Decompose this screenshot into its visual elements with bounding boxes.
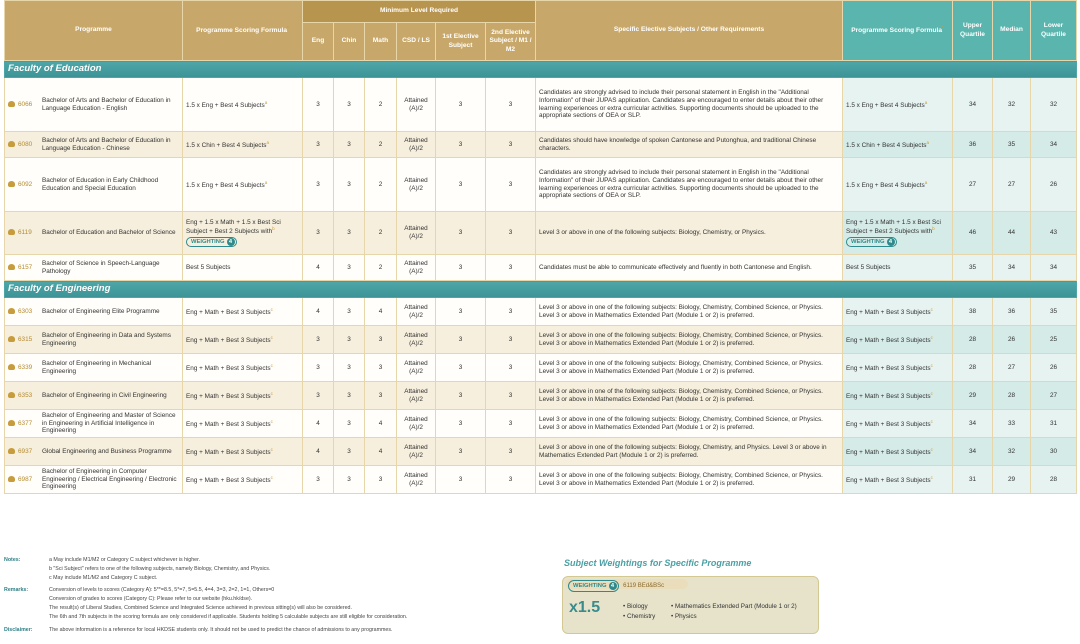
lower-quartile: 31 bbox=[1031, 410, 1077, 438]
notes-label: Notes: bbox=[4, 557, 21, 563]
scoring-formula-right: Eng + Math + Best 3 Subjects$^c$ bbox=[843, 326, 953, 354]
math-level: 3 bbox=[365, 382, 397, 410]
disclaimer-text: The above information is a reference for local HKDSE students only. It should not be used to predict the chance of admissions to any programmes. bbox=[49, 627, 393, 633]
elective1-level: 3 bbox=[436, 326, 486, 354]
requirements: Candidates are strongly advised to include their personal statement in English in the "Additional Information" of their JUPAS application. Candidates are encouraged to enter details about their other learning experiences or extra curricular activities. Supporting documents should be uploaded to the appropriate sections of OEA or SLP. bbox=[536, 78, 843, 132]
programme-cell[interactable] bbox=[5, 382, 183, 410]
elective2-level: 3 bbox=[486, 410, 536, 438]
elective2-level: 3 bbox=[486, 158, 536, 212]
eng-level: 4 bbox=[303, 410, 334, 438]
requirements: Level 3 or above in one of the following subjects: Biology, Chemistry, and Physics. Level 3 or above in Mathematics Extended Part (Module 1 or 2) is preferred. bbox=[536, 438, 843, 466]
requirements: Candidates are strongly advised to include their personal statement in English in the "Additional Information" of their JUPAS application. Candidates are encouraged to enter details about their other learning experiences or extra curricular activities. Supporting documents should be uploaded to the appropriate sections of OEA or SLP. bbox=[536, 158, 843, 212]
programme-cell[interactable] bbox=[5, 326, 183, 354]
programme-cell[interactable] bbox=[5, 158, 183, 212]
elective1-level: 3 bbox=[436, 298, 486, 326]
scoring-formula: Eng + Math + Best 3 Subjects$^c$ bbox=[183, 298, 303, 326]
remark-4: The 6th and 7th subjects in the scoring formula are only considered if applicable. Students holding 5 calculable subjects are still eligible for consideration. bbox=[49, 614, 408, 620]
elective2-level: 3 bbox=[486, 212, 536, 255]
elective2-level: 3 bbox=[486, 78, 536, 132]
table-row[interactable] bbox=[5, 78, 1077, 132]
lower-quartile: 27 bbox=[1031, 382, 1077, 410]
scoring-formula-right: Eng + Math + Best 3 Subjects$^c$ bbox=[843, 382, 953, 410]
col-median: Median bbox=[993, 1, 1031, 61]
scoring-formula-right: Eng + Math + Best 3 Subjects$^c$ bbox=[843, 354, 953, 382]
median: 35 bbox=[993, 132, 1031, 158]
elective2-level: 3 bbox=[486, 438, 536, 466]
eng-level: 3 bbox=[303, 382, 334, 410]
lower-quartile: 35 bbox=[1031, 298, 1077, 326]
math-level: 2 bbox=[365, 132, 397, 158]
csd-level: Attained (A)/2 bbox=[397, 212, 436, 255]
weighting-badge: WEIGHTING 4 bbox=[186, 237, 237, 247]
csd-level: Attained (A)/2 bbox=[397, 326, 436, 354]
median: 29 bbox=[993, 466, 1031, 494]
programme-code: 6119 bbox=[18, 229, 32, 237]
table-row[interactable] bbox=[5, 298, 1077, 326]
scoring-formula-right: Eng + Math + Best 3 Subjects$^c$ bbox=[843, 466, 953, 494]
median: 33 bbox=[993, 410, 1031, 438]
scoring-formula: Eng + 1.5 x Math + 1.5 x Best Sci Subject + Best 2 Subjects with$^b$ WEIGHTING 4 bbox=[183, 212, 303, 255]
hku-crest-icon bbox=[8, 448, 15, 454]
elective2-level: 3 bbox=[486, 326, 536, 354]
upper-quartile: 28 bbox=[953, 326, 993, 354]
chin-level: 3 bbox=[334, 78, 365, 132]
programme-code: 6303 bbox=[18, 307, 33, 315]
programme-name: Bachelor of Engineering in Computer Engineering / Electrical Engineering / Electronic Engineering bbox=[42, 468, 179, 491]
median: 28 bbox=[993, 382, 1031, 410]
hku-crest-icon bbox=[8, 476, 15, 482]
upper-quartile: 34 bbox=[953, 410, 993, 438]
programme-code: 6315 bbox=[18, 335, 33, 343]
scoring-formula-right: Eng + Math + Best 3 Subjects$^c$ bbox=[843, 410, 953, 438]
upper-quartile: 27 bbox=[953, 158, 993, 212]
math-level: 2 bbox=[365, 158, 397, 212]
table-row[interactable] bbox=[5, 212, 1077, 255]
csd-level: Attained (A)/2 bbox=[397, 158, 436, 212]
requirements: Candidates must be able to communicate effectively and fluently in both Cantonese and English. bbox=[536, 255, 843, 281]
weighting-badge: WEIGHTING 4 bbox=[568, 580, 619, 592]
eng-level: 3 bbox=[303, 158, 334, 212]
lower-quartile: 34 bbox=[1031, 132, 1077, 158]
scoring-formula: 1.5 x Eng + Best 4 Subjects$^a$ bbox=[183, 78, 303, 132]
col-programme: Programme bbox=[5, 1, 183, 61]
programme-cell[interactable] bbox=[5, 78, 183, 132]
remarks-label: Remarks: bbox=[4, 587, 29, 593]
col-elective2: 2nd Elective Subject / M1 / M2 bbox=[486, 23, 536, 61]
programme-code: 6080 bbox=[18, 140, 33, 148]
scoring-formula-right: 1.5 x Chin + Best 4 Subjects$^a$ bbox=[843, 132, 953, 158]
programme-code: 6066 bbox=[18, 100, 33, 108]
upper-quartile: 28 bbox=[953, 354, 993, 382]
subject-weightings-header bbox=[565, 579, 688, 589]
lower-quartile: 43 bbox=[1031, 212, 1077, 255]
elective1-level: 3 bbox=[436, 78, 486, 132]
elective1-level: 3 bbox=[436, 255, 486, 281]
upper-quartile: 29 bbox=[953, 382, 993, 410]
elective2-level: 3 bbox=[486, 255, 536, 281]
math-level: 2 bbox=[365, 255, 397, 281]
upper-quartile: 38 bbox=[953, 298, 993, 326]
col-elective1: 1st Elective Subject bbox=[436, 23, 486, 61]
programme-name: Bachelor of Arts and Bachelor of Education in Language Education - Chinese bbox=[42, 137, 179, 153]
programme-name: Bachelor of Science in Speech-Language Pathology bbox=[42, 260, 179, 276]
hku-crest-icon bbox=[8, 392, 15, 398]
scoring-formula: Eng + Math + Best 3 Subjects$^c$ bbox=[183, 354, 303, 382]
elective1-level: 3 bbox=[436, 132, 486, 158]
chin-level: 3 bbox=[334, 132, 365, 158]
programme-code: 6987 bbox=[18, 475, 33, 483]
scoring-formula-right: Eng + Math + Best 3 Subjects$^c$ bbox=[843, 298, 953, 326]
col-math: Math bbox=[365, 23, 397, 61]
chin-level: 3 bbox=[334, 158, 365, 212]
programme-name: Bachelor of Education in Early Childhood Education and Special Education bbox=[42, 177, 179, 193]
weighting-programme: 6119 BEd&BSc bbox=[623, 583, 665, 589]
remark-2: Conversion of grades to scores (Category C): Please refer to our website (hku.hk/dse). bbox=[49, 596, 253, 602]
elective1-level: 3 bbox=[436, 438, 486, 466]
median: 32 bbox=[993, 78, 1031, 132]
col-scoring-formula: Programme Scoring Formula* bbox=[183, 1, 303, 61]
csd-level: Attained (A)/2 bbox=[397, 382, 436, 410]
upper-quartile: 34 bbox=[953, 78, 993, 132]
median: 26 bbox=[993, 326, 1031, 354]
note-b: b "Sci Subject" refers to one of the following subjects, namely Biology, Chemistry, and Physics. bbox=[49, 566, 271, 572]
scoring-formula-right: Best 5 Subjects bbox=[843, 255, 953, 281]
programme-name: Global Engineering and Business Programme bbox=[42, 448, 179, 456]
requirements: Level 3 or above in one of the following subjects: Biology, Chemistry, Combined Science, or Physics. Level 3 or above in Mathematics Extended Part (Module 1 or 2) is preferred. bbox=[536, 410, 843, 438]
requirements: Level 3 or above in one of the following subjects: Biology, Chemistry, Combined Science, or Physics. Level 3 or above in Mathematics Extended Part (Module 1 or 2) is preferred. bbox=[536, 466, 843, 494]
table-row[interactable] bbox=[5, 410, 1077, 438]
chin-level: 3 bbox=[334, 410, 365, 438]
programme-cell[interactable] bbox=[5, 354, 183, 382]
col-eng: Eng bbox=[303, 23, 334, 61]
scoring-formula: Eng + Math + Best 3 Subjects$^c$ bbox=[183, 326, 303, 354]
table-row[interactable] bbox=[5, 354, 1077, 382]
scoring-formula: Eng + Math + Best 3 Subjects$^c$ bbox=[183, 410, 303, 438]
note-c: c May include M1/M2 and Category C subject. bbox=[49, 575, 158, 581]
scoring-formula: 1.5 x Eng + Best 4 Subjects$^a$ bbox=[183, 158, 303, 212]
chin-level: 3 bbox=[334, 382, 365, 410]
faculty-heading: Faculty of Education bbox=[5, 61, 1077, 78]
requirements: Level 3 or above in one of the following subjects: Biology, Chemistry, Combined Science, or Physics. Level 3 or above in Mathematics Extended Part (Module 1 or 2) is preferred. bbox=[536, 354, 843, 382]
scoring-formula: Eng + Math + Best 3 Subjects$^c$ bbox=[183, 382, 303, 410]
math-level: 4 bbox=[365, 410, 397, 438]
eng-level: 4 bbox=[303, 255, 334, 281]
eng-level: 3 bbox=[303, 78, 334, 132]
admissions-table bbox=[4, 0, 1077, 494]
chin-level: 3 bbox=[334, 438, 365, 466]
eng-level: 3 bbox=[303, 354, 334, 382]
programme-cell[interactable] bbox=[5, 438, 183, 466]
programme-name: Bachelor of Engineering in Civil Engineering bbox=[42, 392, 179, 400]
csd-level: Attained (A)/2 bbox=[397, 466, 436, 494]
median: 27 bbox=[993, 158, 1031, 212]
weighting-subjects: • Biology • Mathematics Extended Part (Module 1 or 2) • Chemistry • Physics bbox=[623, 603, 797, 621]
upper-quartile: 35 bbox=[953, 255, 993, 281]
math-level: 3 bbox=[365, 326, 397, 354]
table-body bbox=[5, 61, 1077, 494]
col-lower-quartile: Lower Quartile bbox=[1031, 1, 1077, 61]
scoring-formula: 1.5 x Chin + Best 4 Subjects$^a$ bbox=[183, 132, 303, 158]
elective2-level: 3 bbox=[486, 132, 536, 158]
median: 36 bbox=[993, 298, 1031, 326]
weighting-badge: WEIGHTING 4 bbox=[846, 237, 897, 247]
remark-1: Conversion of levels to scores (Category A): 5**=8.5, 5*=7, 5=5.5, 4=4, 3=3, 2=2, 1=1, Others=0 bbox=[49, 587, 275, 593]
programme-name: Bachelor of Engineering in Data and Systems Engineering bbox=[42, 332, 179, 348]
hku-crest-icon bbox=[8, 141, 15, 147]
scoring-formula-right: Eng + Math + Best 3 Subjects$^c$ bbox=[843, 438, 953, 466]
subject-weightings-box bbox=[562, 576, 819, 634]
chin-level: 3 bbox=[334, 326, 365, 354]
programme-name: Bachelor of Engineering and Master of Science in Engineering in Artificial Intelligence in Engineering bbox=[42, 412, 179, 435]
csd-level: Attained (A)/2 bbox=[397, 78, 436, 132]
chin-level: 3 bbox=[334, 354, 365, 382]
scoring-formula: Best 5 Subjects bbox=[183, 255, 303, 281]
programme-code: 6157 bbox=[18, 263, 33, 271]
table-row[interactable] bbox=[5, 158, 1077, 212]
elective1-level: 3 bbox=[436, 382, 486, 410]
lower-quartile: 25 bbox=[1031, 326, 1077, 354]
scoring-formula: Eng + Math + Best 3 Subjects$^c$ bbox=[183, 438, 303, 466]
requirements: Level 3 or above in one of the following subjects: Biology, Chemistry, Combined Science, or Physics. Level 3 or above in Mathematics Extended Part (Module 1 or 2) is preferred. bbox=[536, 298, 843, 326]
programme-name: Bachelor of Arts and Bachelor of Education in Language Education - English bbox=[42, 97, 179, 113]
lower-quartile: 26 bbox=[1031, 354, 1077, 382]
math-level: 3 bbox=[365, 466, 397, 494]
programme-name: Bachelor of Engineering Elite Programme bbox=[42, 308, 179, 316]
hku-crest-icon bbox=[8, 420, 15, 426]
requirements: Level 3 or above in one of the following subjects: Biology, Chemistry, or Physics. bbox=[536, 212, 843, 255]
col-scoring-formula-right: Programme Scoring Formula* bbox=[843, 1, 953, 61]
lower-quartile: 32 bbox=[1031, 78, 1077, 132]
table-row[interactable] bbox=[5, 466, 1077, 494]
math-level: 4 bbox=[365, 298, 397, 326]
table-row[interactable] bbox=[5, 382, 1077, 410]
col-csd: CSD / LS bbox=[397, 23, 436, 61]
requirements: Level 3 or above in one of the following subjects: Biology, Chemistry, Combined Science, or Physics. Level 3 or above in Mathematics Extended Part (Module 1 or 2) is preferred. bbox=[536, 326, 843, 354]
programme-code: 6339 bbox=[18, 363, 33, 371]
programme-cell[interactable] bbox=[5, 255, 183, 281]
scoring-formula-right: 1.5 x Eng + Best 4 Subjects$^a$ bbox=[843, 78, 953, 132]
faculty-heading: Faculty of Engineering bbox=[5, 281, 1077, 298]
lower-quartile: 26 bbox=[1031, 158, 1077, 212]
math-level: 2 bbox=[365, 212, 397, 255]
hku-crest-icon bbox=[8, 264, 15, 270]
math-level: 4 bbox=[365, 438, 397, 466]
elective2-level: 3 bbox=[486, 298, 536, 326]
median: 27 bbox=[993, 354, 1031, 382]
programme-cell[interactable] bbox=[5, 132, 183, 158]
median: 44 bbox=[993, 212, 1031, 255]
chin-level: 3 bbox=[334, 298, 365, 326]
elective1-level: 3 bbox=[436, 354, 486, 382]
eng-level: 3 bbox=[303, 132, 334, 158]
lower-quartile: 30 bbox=[1031, 438, 1077, 466]
upper-quartile: 31 bbox=[953, 466, 993, 494]
csd-level: Attained (A)/2 bbox=[397, 255, 436, 281]
hku-crest-icon bbox=[8, 101, 15, 107]
math-level: 3 bbox=[365, 354, 397, 382]
lower-quartile: 34 bbox=[1031, 255, 1077, 281]
median: 32 bbox=[993, 438, 1031, 466]
programme-code: 6937 bbox=[18, 447, 33, 455]
programme-code: 6377 bbox=[18, 419, 33, 427]
requirements: Level 3 or above in one of the following subjects: Biology, Chemistry, Combined Science, or Physics. Level 3 or above in Mathematics Extended Part (Module 1 or 2) is preferred. bbox=[536, 382, 843, 410]
csd-level: Attained (A)/2 bbox=[397, 410, 436, 438]
elective1-level: 3 bbox=[436, 158, 486, 212]
requirements: Candidates should have knowledge of spoken Cantonese and Putonghua, and traditional Chinese characters. bbox=[536, 132, 843, 158]
programme-code: 6353 bbox=[18, 391, 33, 399]
hku-crest-icon bbox=[8, 181, 15, 187]
eng-level: 3 bbox=[303, 212, 334, 255]
programme-cell[interactable] bbox=[5, 410, 183, 438]
table-row[interactable] bbox=[5, 255, 1077, 281]
elective1-level: 3 bbox=[436, 466, 486, 494]
eng-level: 3 bbox=[303, 326, 334, 354]
elective1-level: 3 bbox=[436, 410, 486, 438]
upper-quartile: 34 bbox=[953, 438, 993, 466]
hku-crest-icon bbox=[8, 364, 15, 370]
remark-3: The result(s) of Liberal Studies, Combined Science and Integrated Science achieved in previous sitting(s) will also be considered. bbox=[49, 605, 352, 611]
programme-name: Bachelor of Education and Bachelor of Science bbox=[42, 229, 179, 237]
eng-level: 3 bbox=[303, 466, 334, 494]
eng-level: 4 bbox=[303, 298, 334, 326]
upper-quartile: 36 bbox=[953, 132, 993, 158]
median: 34 bbox=[993, 255, 1031, 281]
elective2-level: 3 bbox=[486, 382, 536, 410]
table-row[interactable] bbox=[5, 326, 1077, 354]
hku-crest-icon bbox=[8, 229, 15, 235]
csd-level: Attained (A)/2 bbox=[397, 298, 436, 326]
col-chin: Chin bbox=[334, 23, 365, 61]
elective2-level: 3 bbox=[486, 466, 536, 494]
chin-level: 3 bbox=[334, 212, 365, 255]
weighting-multiplier: x1.5 bbox=[569, 599, 601, 616]
subject-weightings-title: Subject Weightings for Specific Programme bbox=[564, 558, 752, 568]
scoring-formula: Eng + Math + Best 3 Subjects$^c$ bbox=[183, 466, 303, 494]
programme-cell[interactable] bbox=[5, 298, 183, 326]
programme-code: 6092 bbox=[18, 180, 33, 188]
programme-cell[interactable] bbox=[5, 212, 183, 255]
programme-cell[interactable] bbox=[5, 466, 183, 494]
note-a: a May include M1/M2 or Category C subject whichever is higher. bbox=[49, 557, 201, 563]
math-level: 2 bbox=[365, 78, 397, 132]
table-row[interactable] bbox=[5, 438, 1077, 466]
scoring-formula-right: 1.5 x Eng + Best 4 Subjects$^a$ bbox=[843, 158, 953, 212]
elective1-level: 3 bbox=[436, 212, 486, 255]
disclaimer-label: Disclaimer: bbox=[4, 627, 33, 633]
elective2-level: 3 bbox=[486, 354, 536, 382]
eng-level: 4 bbox=[303, 438, 334, 466]
scoring-formula-right: Eng + 1.5 x Math + 1.5 x Best Sci Subject + Best 2 Subjects with$^b$ WEIGHTING 4 bbox=[843, 212, 953, 255]
csd-level: Attained (A)/2 bbox=[397, 132, 436, 158]
csd-level: Attained (A)/2 bbox=[397, 354, 436, 382]
csd-level: Attained (A)/2 bbox=[397, 438, 436, 466]
chin-level: 3 bbox=[334, 466, 365, 494]
col-requirements: Specific Elective Subjects / Other Requirements bbox=[536, 1, 843, 61]
chin-level: 3 bbox=[334, 255, 365, 281]
hku-crest-icon bbox=[8, 308, 15, 314]
table-row[interactable] bbox=[5, 132, 1077, 158]
programme-name: Bachelor of Engineering in Mechanical Engineering bbox=[42, 360, 179, 376]
col-min-level: Minimum Level Required bbox=[303, 1, 536, 23]
hku-crest-icon bbox=[8, 336, 15, 342]
upper-quartile: 46 bbox=[953, 212, 993, 255]
lower-quartile: 28 bbox=[1031, 466, 1077, 494]
col-upper-quartile: Upper Quartile bbox=[953, 1, 993, 61]
